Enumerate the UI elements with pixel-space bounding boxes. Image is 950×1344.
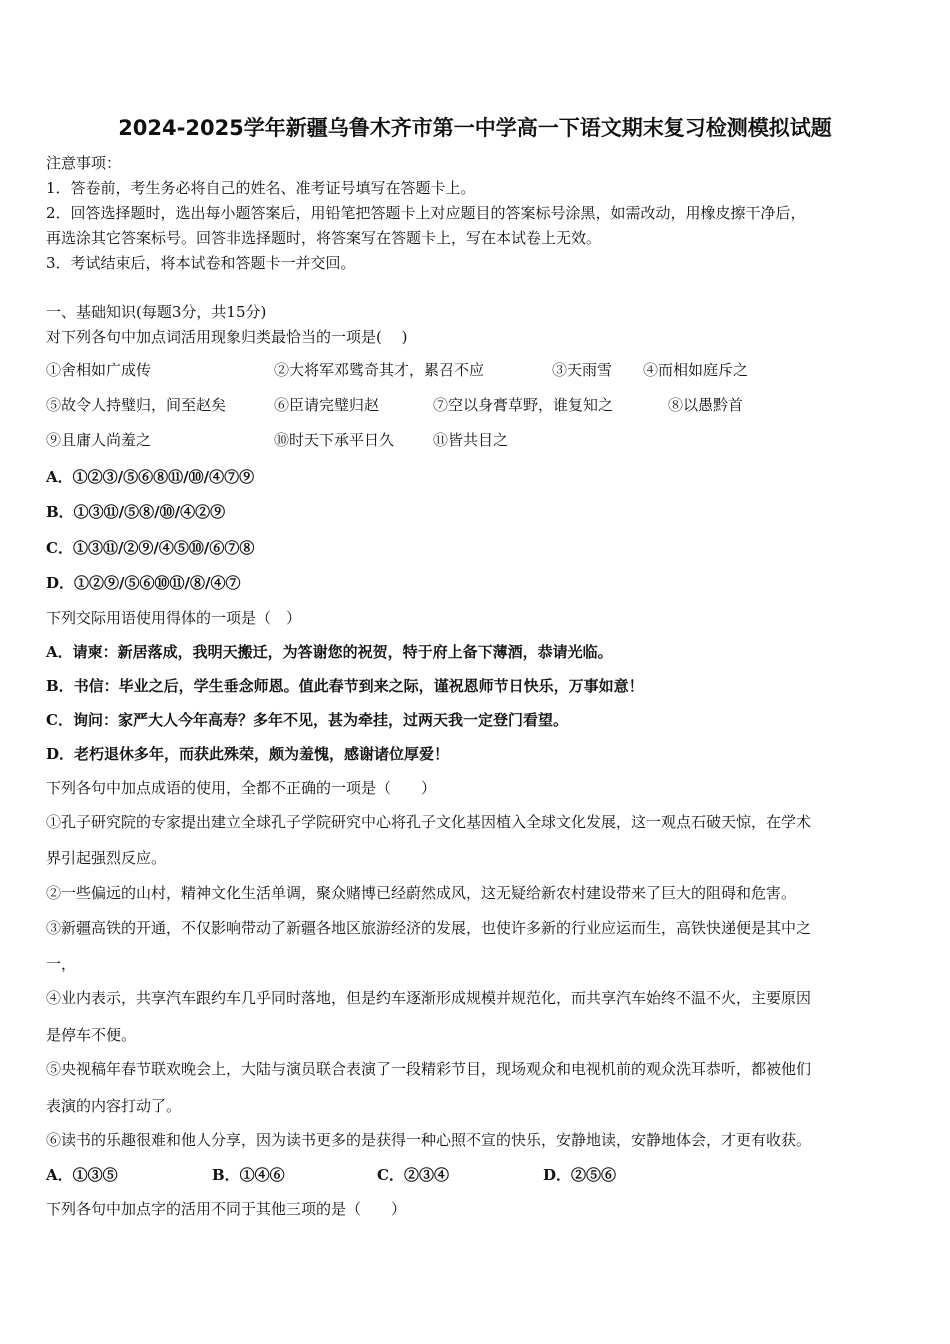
q3-sentence: ④业内表示，共享汽车跟约车几乎同时落地，但是约车逐渐形成规模并规范化，而共享汽车始终不温不火，主要原因 (46, 989, 812, 1007)
q3-option-d[interactable]: D．②⑤⑥ (543, 1166, 617, 1184)
question-stem: 对下列各句中加点词活用现象归类最恰当的一项是( ) (46, 328, 408, 346)
q3-sentence: ②一些偏远的山村，精神文化生活单调，聚众赌博已经蔚然成风，这无疑给新农村建设带来了巨大的阻碍和危害。 (46, 884, 797, 902)
q3-option-b[interactable]: B．①④⑥ (212, 1166, 285, 1184)
q1-item: ⑦空以身膏草野，谁复知之 (433, 396, 614, 414)
q1-item: ⑧以愚黔首 (668, 396, 744, 414)
q1-item: ⑥臣请完璧归赵 (274, 396, 380, 414)
q3-sentence: 是停车不便。 (46, 1026, 137, 1044)
q3-sentence: 一， (46, 955, 77, 973)
q2-option-a[interactable]: A．请柬：新居落成，我明天搬迁，为答谢您的祝贺，特于府上备下薄酒，恭请光临。 (46, 643, 613, 661)
q1-item: ①舍相如广成传 (46, 361, 152, 379)
q3-sentence: 界引起强烈反应。 (46, 849, 167, 867)
notice-item: 2．回答选择题时，选出每小题答案后，用铅笔把答题卡上对应题目的答案标号涂黑，如需改动，用橡皮擦干净后， (46, 204, 806, 222)
question-stem: 下列各句中加点字的活用不同于其他三项的是（ ） (46, 1200, 407, 1218)
q1-item: ⑨且庸人尚羞之 (46, 431, 152, 449)
page-title: 2024-2025学年新疆乌鲁木齐市第一中学高一下语文期末复习检测模拟试题 (118, 116, 832, 140)
q1-item: ⑩时天下承平日久 (274, 431, 395, 449)
question-stem: 下列各句中加点成语的使用，全都不正确的一项是（ ） (46, 779, 437, 797)
q1-item: ④而相如庭斥之 (643, 361, 749, 379)
q1-option-d[interactable]: D．①②⑨/⑤⑥⑩⑪/⑧/④⑦ (46, 574, 241, 592)
q3-sentence: ⑤央视稿年春节联欢晚会上，大陆与演员联合表演了一段精彩节目，现场观众和电视机前的观众洗耳恭听，都被他们 (46, 1060, 812, 1078)
q1-item: ⑤故令人持璧归，间至赵矣 (46, 396, 227, 414)
q3-option-c[interactable]: C．②③④ (377, 1166, 449, 1184)
section-heading: 一、基础知识(每题3分，共15分) (46, 303, 267, 321)
q1-option-b[interactable]: B．①③⑪/⑤⑧/⑩/④②⑨ (46, 503, 226, 521)
q1-item: ②大将军邓骘奇其才，累召不应 (274, 361, 485, 379)
q3-sentence: ③新疆高铁的开通，不仅影响带动了新疆各地区旅游经济的发展，也使许多新的行业应运而生，高铁快递便是其中之 (46, 919, 812, 937)
notice-item: 1．答卷前，考生务必将自己的姓名、准考证号填写在答题卡上。 (46, 179, 476, 197)
q3-sentence: ⑥读书的乐趣很难和他人分享，因为读书更多的是获得一种心照不宣的快乐，安静地读，安静地体会，才更有收获。 (46, 1131, 812, 1149)
q2-option-d[interactable]: D．老朽退休多年，而获此殊荣，颇为羞愧，感谢诸位厚爱！ (46, 745, 450, 763)
q1-item: ⑪皆共目之 (433, 431, 509, 449)
q1-option-c[interactable]: C．①③⑪/②⑨/④⑤⑩/⑥⑦⑧ (46, 539, 255, 557)
question-stem: 下列交际用语使用得体的一项是（ ） (46, 609, 302, 627)
q1-option-a[interactable]: A．①②③/⑤⑥⑧⑪/⑩/④⑦⑨ (46, 468, 255, 486)
q3-sentence: ①孔子研究院的专家提出建立全球孔子学院研究中心将孔子文化基因植入全球文化发展，这一观点石破天惊，在学术 (46, 813, 812, 831)
q3-sentence: 表演的内容打动了。 (46, 1097, 182, 1115)
notice-item: 再选涂其它答案标号。回答非选择题时，将答案写在答题卡上，写在本试卷上无效。 (46, 229, 602, 247)
q2-option-b[interactable]: B．书信：毕业之后，学生垂念师恩。值此春节到来之际，谨祝恩师节日快乐，万事如意！ (46, 677, 644, 695)
notice-item: 3．考试结束后，将本试卷和答题卡一并交回。 (46, 254, 356, 272)
q1-item: ③天雨雪 (552, 361, 613, 379)
q2-option-c[interactable]: C．询问：家严大人今年高寿？多年不见，甚为牵挂，过两天我一定登门看望。 (46, 711, 568, 729)
q3-option-a[interactable]: A．①③⑤ (46, 1166, 118, 1184)
notice-heading: 注意事项： (46, 154, 122, 172)
